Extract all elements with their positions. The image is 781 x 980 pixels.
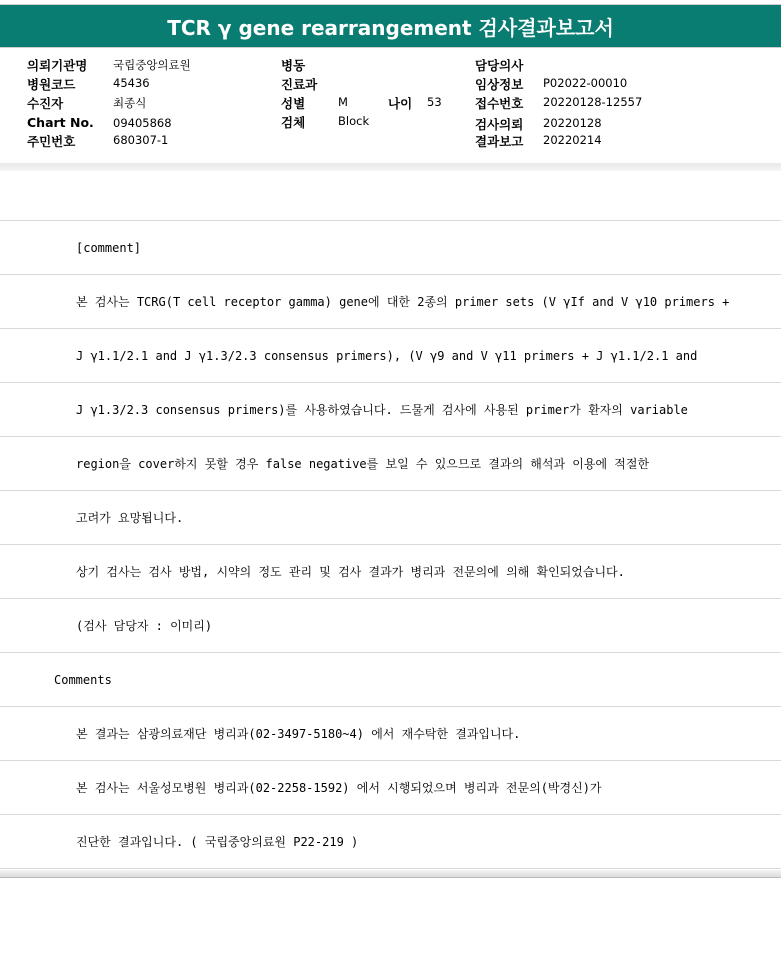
value-sex: M [338,95,348,109]
value-requesting-institution: 국립중앙의료원 [113,58,191,72]
report-line: J γ1.1/2.1 and J γ1.3/2.3 consensus primers), (V γ9 and V γ11 primers + J γ1.1/2.1 and [0,329,781,383]
footer-separator [0,870,781,878]
value-hospital-code: 45436 [113,76,150,90]
report-title: TCR γ gene rearrangement 검사결과보고서 [167,15,614,40]
value-result-report-date: 20220214 [543,133,602,147]
value-resident-number: 680307-1 [113,133,169,147]
report-line: 본 검사는 TCRG(T cell receptor gamma) gene에 대한 2종의 primer sets (V γIf and V γ10 primers + [0,275,781,329]
value-receipt-number: 20220128-12557 [543,95,643,109]
report-line [0,167,781,221]
label-test-request-date: 검사의뢰 [475,117,524,132]
report-line: 진단한 결과입니다. ( 국립중앙의료원 P22-219 ) [0,815,781,869]
report-line: J γ1.3/2.3 consensus primers)를 사용하였습니다. 드물게 검사에 사용된 primer가 환자의 variable [0,383,781,437]
value-age: 53 [427,95,442,109]
label-hospital-code: 병원코드 [27,77,76,92]
label-clinical-info: 임상정보 [475,77,524,92]
label-attending-doctor: 담당의사 [475,58,524,73]
label-age: 나이 [388,96,413,111]
report-line: (검사 담당자 : 이미리) [0,599,781,653]
label-chart-no: Chart No. [27,115,94,130]
value-test-request-date: 20220128 [543,116,602,130]
label-specimen: 검체 [281,115,306,130]
label-receipt-number: 접수번호 [475,96,524,111]
value-patient-name: 최종식 [113,96,147,110]
report-body [0,167,781,869]
label-sex: 성별 [281,96,306,111]
report-line: 고려가 요망됩니다. [0,491,781,545]
comments-heading: Comments [0,653,781,707]
patient-info-block [0,54,781,154]
label-department: 진료과 [281,77,318,92]
report-line: 상기 검사는 검사 방법, 시약의 정도 관리 및 검사 결과가 병리과 전문의에 의해 확인되었습니다. [0,545,781,599]
label-ward: 병동 [281,58,306,73]
label-result-report-date: 결과보고 [475,134,524,149]
report-line: 본 결과는 삼광의료재단 병리과(02-3497-5180~4) 에서 재수탁한 결과입니다. [0,707,781,761]
report-title-bar [0,4,781,48]
label-requesting-institution: 의뢰기관명 [27,58,88,73]
report-line: [comment] [0,221,781,275]
label-patient-name: 수진자 [27,96,64,111]
value-clinical-info: P02022-00010 [543,76,628,90]
label-resident-number: 주민번호 [27,134,76,149]
report-line: region을 cover하지 못할 경우 false negative를 보일 수 있으므로 결과의 해석과 이용에 적절한 [0,437,781,491]
value-specimen: Block [338,114,370,128]
report-line: 본 검사는 서울성모병원 병리과(02-2258-1592) 에서 시행되었으며 병리과 전문의(박경신)가 [0,761,781,815]
value-chart-no: 09405868 [113,116,172,130]
